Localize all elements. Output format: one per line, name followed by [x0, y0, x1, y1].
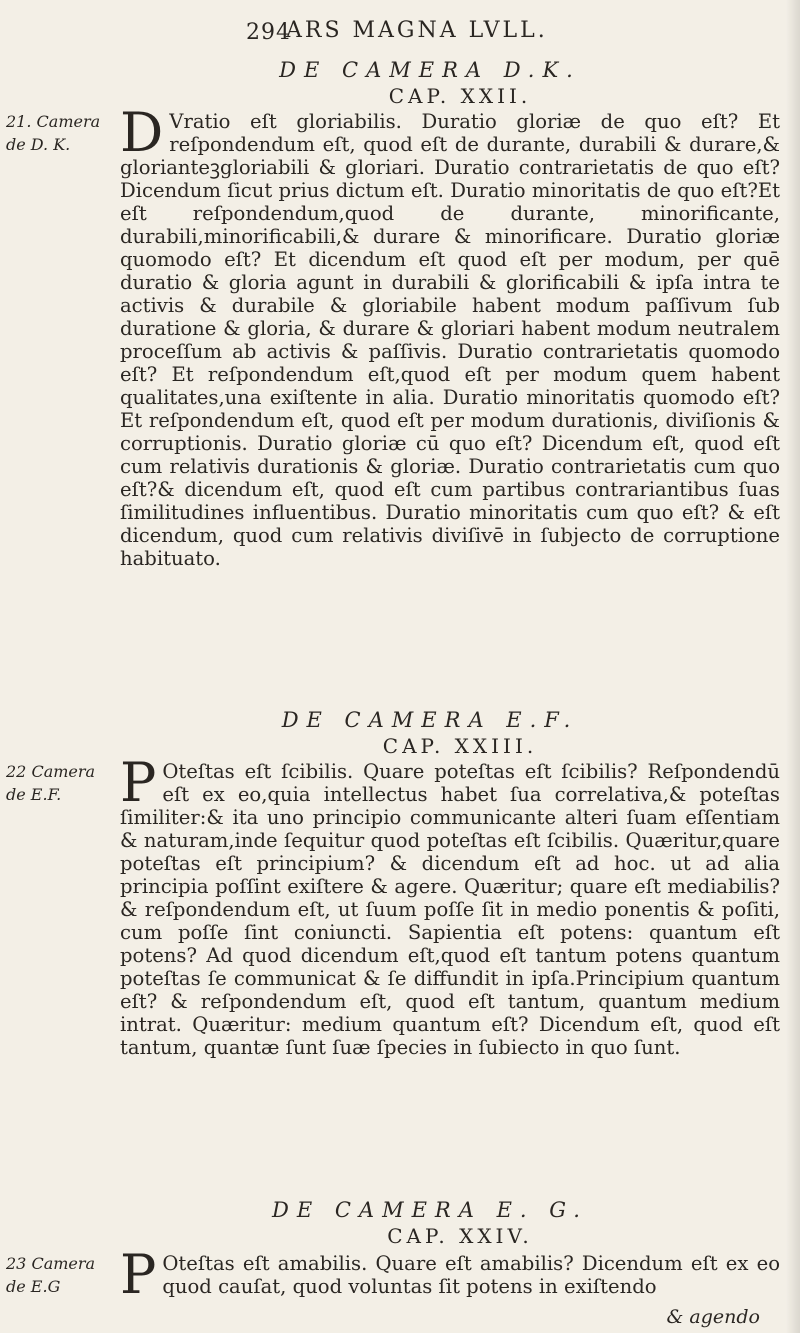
page-edge-shadow	[786, 0, 800, 1333]
chapter-heading-xxiii: CAP. XXIII.	[382, 734, 538, 758]
section-title-d-k: DE CAMERA D.K.	[279, 58, 581, 82]
drop-capital: P	[120, 751, 157, 814]
margin-note-22: 22 Camera de E.F.	[6, 762, 96, 804]
paragraph-text: Oteſtas eſt ſcibilis. Quare poteſtas eſt ſcibilis? Reſpondendū eſt ex eo,quia intellectus habet ſua correlativa,& poteſtas ſimiliter:& ita uno principio communicante alteri ſuam eſſentiam & naturam,inde ſequitur quod poteſtas eſt ſcibilis. Quæritur,quare poteſtas eſt principium? & dicendum eſt ad hoc. ut ad alia principia poſſint exiſtere & agere. Quæritur; quare eſt mediabilis? & reſpondendum eſt, ut ſuum poſſe ſit in medio ponentis & poſiti, cum poſſe ſint coniuncti. Sapientia eſt potens: quantum eſt potens? Ad quod dicendum eſt,quod eſt tantum potens quantum poteſtas ſe communicat & ſe diffundit in ipſa.Principium quantum eſt? & reſpondendum eſt, quod eſt tantum, quantum medium intrat. Quæritur: medium quantum eſt? Dicendum eſt, quod eſt tantum, quantæ ſunt ſuæ ſpecies in ſubiecto in quo ſunt.	[120, 760, 780, 1059]
drop-capital: P	[120, 1243, 157, 1306]
chapter-heading-xxiv: CAP. XXIV.	[387, 1224, 533, 1248]
chapter-heading-xxii: CAP. XXII.	[388, 84, 532, 108]
catchword: & agendo	[666, 1306, 760, 1328]
section-title-e-g: DE CAMERA E. G.	[272, 1198, 588, 1222]
page-number: 294	[246, 20, 291, 45]
margin-note-21: 21. Camera de D. K.	[6, 112, 101, 154]
chapter-text-xxiii	[120, 751, 780, 1059]
chapter-text-xxiv	[120, 1243, 780, 1306]
chapter-text-xxii	[120, 101, 780, 570]
margin-note-23: 23 Camera de E.G	[6, 1254, 96, 1296]
running-title: ARS MAGNA LVLL.	[286, 18, 548, 43]
section-title-e-f: DE CAMERA E.F.	[281, 708, 579, 732]
paragraph-text: Vratio eſt gloriabilis. Duratio gloriæ de quo eſt? Et reſpondendum eſt, quod eſt de durante, durabili & durare,& glorianteꝫgloriabili & gloriari. Duratio contrarietatis de quo eſt? Dicendum ſicut prius dictum eſt. Duratio minoritatis de quo eſt?Et eſt reſpondendum,quod de durante, minorificante, durabili,minorificabili,& durare & minorificare. Duratio gloriæ quomodo eſt? Et dicendum eſt quod eſt per modum, per quē duratio & gloria agunt in durabili & glorificabili & ipſa intra te activis & durabile & gloriabile habent modum paſſivum ſub duratione & gloria, & durare & gloriari habent modum neutralem proceſſum ab activis & paſſivis. Duratio contrarietatis quomodo eſt? Et reſpondendum eſt,quod eſt per modum quem habent qualitates,una exiſtente in alia. Duratio minoritatis quomodo eſt? Et reſpondendum eſt, quod eſt per modum durationis, diviſionis & corruptionis. Duratio gloriæ cū quo eſt? Dicendum eſt, quod eſt cum relativis durationis & gloriæ. Duratio contrarietatis cum quo eſt?& dicendum eſt, quod eſt cum partibus contrariantibus ſuas ſimilitudines influentibus. Duratio minoritatis cum quo eſt? & eſt dicendum, quod cum relativis diviſivē in ſubjecto de corruptione habituato.	[120, 110, 780, 570]
paragraph-text: Oteſtas eſt amabilis. Quare eſt amabilis? Dicendum eſt ex eo quod cauſat, quod voluntas ſit potens in exiſtendo	[162, 1252, 780, 1298]
drop-capital: D	[120, 101, 164, 164]
